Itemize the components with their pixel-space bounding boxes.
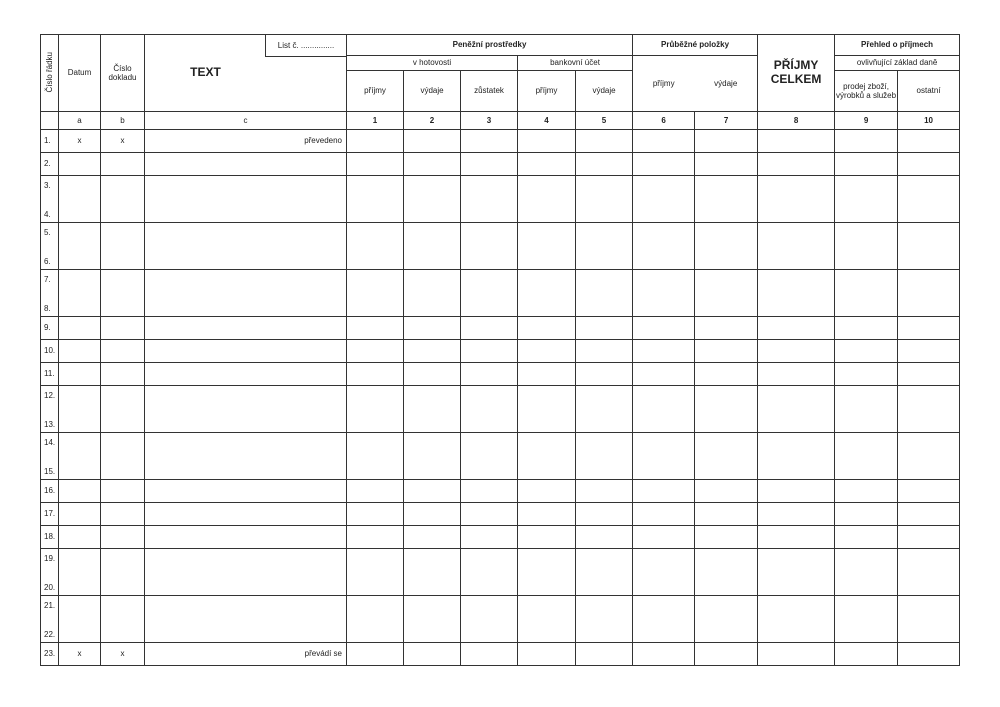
cash-balance-header: zůstatek bbox=[461, 71, 518, 112]
document-cell[interactable] bbox=[101, 526, 145, 549]
amount-cell[interactable] bbox=[898, 643, 960, 666]
amount-cell[interactable] bbox=[347, 153, 404, 176]
amount-cell[interactable] bbox=[518, 596, 576, 643]
amount-cell[interactable] bbox=[518, 223, 576, 270]
amount-cell[interactable] bbox=[633, 317, 695, 340]
column-code: 3 bbox=[461, 112, 518, 130]
amount-cell[interactable] bbox=[347, 480, 404, 503]
amount-cell[interactable] bbox=[347, 643, 404, 666]
amount-cell[interactable] bbox=[898, 270, 960, 317]
table-row bbox=[41, 549, 960, 596]
amount-cell[interactable] bbox=[404, 223, 461, 270]
amount-cell[interactable] bbox=[404, 317, 461, 340]
amount-cell[interactable] bbox=[898, 317, 960, 340]
row-number-pair: 3. 4. bbox=[41, 176, 59, 223]
document-cell[interactable] bbox=[101, 270, 145, 317]
amount-cell[interactable] bbox=[518, 433, 576, 480]
column-code: 8 bbox=[758, 112, 835, 130]
date-cell[interactable] bbox=[59, 386, 101, 433]
date-cell[interactable] bbox=[59, 153, 101, 176]
amount-cell[interactable] bbox=[758, 317, 835, 340]
amount-cell[interactable] bbox=[633, 340, 695, 363]
text-cell[interactable] bbox=[145, 317, 347, 340]
column-code: 5 bbox=[576, 112, 633, 130]
amount-cell[interactable] bbox=[576, 153, 633, 176]
amount-cell[interactable] bbox=[404, 363, 461, 386]
overview-subheader: ovlivňující základ daně bbox=[835, 56, 960, 71]
amount-cell[interactable] bbox=[404, 480, 461, 503]
bank-income-header: příjmy bbox=[518, 71, 576, 112]
amount-cell[interactable] bbox=[758, 596, 835, 643]
amount-cell[interactable] bbox=[835, 433, 898, 480]
amount-cell[interactable] bbox=[633, 643, 695, 666]
amount-cell[interactable] bbox=[695, 270, 758, 317]
table-row bbox=[41, 596, 960, 643]
amount-cell[interactable] bbox=[695, 480, 758, 503]
amount-cell[interactable] bbox=[695, 340, 758, 363]
amount-cell[interactable] bbox=[835, 549, 898, 596]
amount-cell[interactable] bbox=[835, 223, 898, 270]
amount-cell[interactable] bbox=[404, 130, 461, 153]
amount-cell[interactable] bbox=[898, 480, 960, 503]
row-number-header: Číslo řádku bbox=[41, 35, 59, 112]
amount-cell[interactable] bbox=[695, 223, 758, 270]
column-code: b bbox=[101, 112, 145, 130]
amount-cell[interactable] bbox=[347, 317, 404, 340]
date-cell[interactable] bbox=[59, 596, 101, 643]
row-number: 11. bbox=[41, 363, 59, 386]
amount-cell[interactable] bbox=[461, 363, 518, 386]
amount-cell[interactable] bbox=[695, 317, 758, 340]
date-cell[interactable] bbox=[59, 433, 101, 480]
table-row bbox=[41, 480, 960, 503]
amount-cell[interactable] bbox=[518, 270, 576, 317]
amount-cell[interactable] bbox=[758, 270, 835, 317]
amount-cell[interactable] bbox=[576, 223, 633, 270]
amount-cell[interactable] bbox=[758, 130, 835, 153]
amount-cell[interactable] bbox=[898, 433, 960, 480]
row-number: 10. bbox=[41, 340, 59, 363]
amount-cell[interactable] bbox=[518, 153, 576, 176]
bank-subheader: bankovní účet bbox=[518, 56, 633, 71]
amount-cell[interactable] bbox=[758, 363, 835, 386]
amount-cell[interactable] bbox=[633, 153, 695, 176]
amount-cell[interactable] bbox=[758, 176, 835, 223]
amount-cell[interactable] bbox=[518, 130, 576, 153]
amount-cell[interactable] bbox=[404, 596, 461, 643]
table-row bbox=[41, 130, 960, 153]
amount-cell[interactable] bbox=[835, 270, 898, 317]
amount-cell[interactable] bbox=[347, 363, 404, 386]
date-cell[interactable] bbox=[59, 176, 101, 223]
amount-cell[interactable] bbox=[633, 480, 695, 503]
amount-cell[interactable] bbox=[835, 643, 898, 666]
amount-cell[interactable] bbox=[347, 596, 404, 643]
sales-income-header: prodej zboží, výrobků a služeb bbox=[835, 71, 898, 112]
amount-cell[interactable] bbox=[461, 596, 518, 643]
amount-cell[interactable] bbox=[633, 363, 695, 386]
amount-cell[interactable] bbox=[461, 130, 518, 153]
amount-cell[interactable] bbox=[461, 386, 518, 433]
amount-cell[interactable] bbox=[758, 223, 835, 270]
amount-cell[interactable] bbox=[518, 549, 576, 596]
cash-income-header: příjmy bbox=[347, 71, 404, 112]
amount-cell[interactable] bbox=[576, 340, 633, 363]
amount-cell[interactable] bbox=[695, 596, 758, 643]
date-header: Datum bbox=[59, 35, 101, 112]
amount-cell[interactable] bbox=[404, 503, 461, 526]
date-cell[interactable] bbox=[59, 223, 101, 270]
amount-cell[interactable] bbox=[835, 340, 898, 363]
amount-cell[interactable] bbox=[898, 223, 960, 270]
amount-cell[interactable] bbox=[347, 340, 404, 363]
row-number: 23. bbox=[41, 643, 59, 666]
row-number-pair: 21. 22. bbox=[41, 596, 59, 643]
amount-cell[interactable] bbox=[695, 433, 758, 480]
document-cell[interactable] bbox=[101, 386, 145, 433]
table-row bbox=[41, 153, 960, 176]
amount-cell[interactable] bbox=[518, 317, 576, 340]
document-cell[interactable] bbox=[101, 549, 145, 596]
text-cell[interactable] bbox=[145, 433, 347, 480]
amount-cell[interactable] bbox=[576, 176, 633, 223]
column-code: 2 bbox=[404, 112, 461, 130]
document-cell: x bbox=[101, 643, 145, 666]
amount-cell[interactable] bbox=[576, 526, 633, 549]
amount-cell[interactable] bbox=[695, 363, 758, 386]
amount-cell[interactable] bbox=[633, 223, 695, 270]
amount-cell[interactable] bbox=[518, 643, 576, 666]
row-number-pair: 5. 6. bbox=[41, 223, 59, 270]
amount-cell[interactable] bbox=[576, 363, 633, 386]
amount-cell[interactable] bbox=[347, 433, 404, 480]
column-code: 10 bbox=[898, 112, 960, 130]
row-number: 16. bbox=[41, 480, 59, 503]
amount-cell[interactable] bbox=[347, 549, 404, 596]
document-cell[interactable] bbox=[101, 433, 145, 480]
amount-cell[interactable] bbox=[461, 526, 518, 549]
other-income-header: ostatní bbox=[898, 71, 960, 112]
amount-cell[interactable] bbox=[347, 130, 404, 153]
text-cell[interactable] bbox=[145, 526, 347, 549]
amount-cell[interactable] bbox=[835, 363, 898, 386]
amount-cell[interactable] bbox=[695, 549, 758, 596]
amount-cell[interactable] bbox=[898, 503, 960, 526]
date-cell[interactable] bbox=[59, 340, 101, 363]
date-cell[interactable] bbox=[59, 363, 101, 386]
amount-cell[interactable] bbox=[461, 643, 518, 666]
table-row bbox=[41, 363, 960, 386]
amount-cell[interactable] bbox=[461, 480, 518, 503]
table-row bbox=[41, 433, 960, 480]
document-cell[interactable] bbox=[101, 363, 145, 386]
amount-cell[interactable] bbox=[898, 363, 960, 386]
text-cell: převádí se bbox=[145, 643, 347, 666]
table-row bbox=[41, 223, 960, 270]
amount-cell[interactable] bbox=[633, 503, 695, 526]
column-code: 4 bbox=[518, 112, 576, 130]
document-cell[interactable] bbox=[101, 340, 145, 363]
row-number: 18. bbox=[41, 526, 59, 549]
amount-cell[interactable] bbox=[835, 480, 898, 503]
date-cell[interactable] bbox=[59, 480, 101, 503]
amount-cell[interactable] bbox=[576, 317, 633, 340]
amount-cell[interactable] bbox=[758, 386, 835, 433]
row-number: 9. bbox=[41, 317, 59, 340]
document-cell[interactable] bbox=[101, 596, 145, 643]
amount-cell[interactable] bbox=[576, 386, 633, 433]
amount-cell[interactable] bbox=[758, 503, 835, 526]
amount-cell[interactable] bbox=[404, 433, 461, 480]
transit-group-header: Průběžné položky bbox=[633, 35, 758, 56]
cash-subheader: v hotovosti bbox=[347, 56, 518, 71]
text-cell[interactable] bbox=[145, 340, 347, 363]
date-cell[interactable] bbox=[59, 317, 101, 340]
amount-cell[interactable] bbox=[576, 503, 633, 526]
amount-cell[interactable] bbox=[898, 176, 960, 223]
table-row bbox=[41, 176, 960, 223]
text-cell[interactable] bbox=[145, 549, 347, 596]
amount-cell[interactable] bbox=[404, 153, 461, 176]
transit-income-header: příjmy bbox=[652, 78, 675, 88]
amount-cell[interactable] bbox=[835, 176, 898, 223]
amount-cell[interactable] bbox=[518, 386, 576, 433]
amount-cell[interactable] bbox=[347, 176, 404, 223]
row-number: 2. bbox=[41, 153, 59, 176]
amount-cell[interactable] bbox=[461, 503, 518, 526]
text-cell[interactable] bbox=[145, 596, 347, 643]
list-number-field[interactable]: List č. ............... bbox=[265, 35, 346, 57]
date-cell[interactable] bbox=[59, 270, 101, 317]
table-row bbox=[41, 526, 960, 549]
amount-cell[interactable] bbox=[461, 223, 518, 270]
amount-cell[interactable] bbox=[461, 340, 518, 363]
row-number: 1. bbox=[41, 130, 59, 153]
amount-cell[interactable] bbox=[835, 503, 898, 526]
text-cell[interactable] bbox=[145, 270, 347, 317]
amount-cell[interactable] bbox=[518, 480, 576, 503]
amount-cell[interactable] bbox=[404, 270, 461, 317]
text-cell[interactable] bbox=[145, 176, 347, 223]
column-code: c bbox=[145, 112, 347, 130]
transit-expense-header: výdaje bbox=[714, 78, 738, 88]
row-number-pair: 12. 13. bbox=[41, 386, 59, 433]
amount-cell[interactable] bbox=[576, 549, 633, 596]
amount-cell[interactable] bbox=[835, 317, 898, 340]
text-cell[interactable] bbox=[145, 480, 347, 503]
amount-cell[interactable] bbox=[695, 153, 758, 176]
amount-cell[interactable] bbox=[633, 526, 695, 549]
amount-cell[interactable] bbox=[695, 130, 758, 153]
table-row bbox=[41, 317, 960, 340]
amount-cell[interactable] bbox=[898, 549, 960, 596]
document-cell: x bbox=[101, 130, 145, 153]
amount-cell[interactable] bbox=[347, 503, 404, 526]
amount-cell[interactable] bbox=[695, 503, 758, 526]
amount-cell[interactable] bbox=[758, 480, 835, 503]
amount-cell[interactable] bbox=[404, 549, 461, 596]
amount-cell[interactable] bbox=[633, 549, 695, 596]
cash-group-header: Peněžní prostředky bbox=[347, 35, 633, 56]
amount-cell[interactable] bbox=[347, 223, 404, 270]
document-cell[interactable] bbox=[101, 503, 145, 526]
overview-group-header: Přehled o příjmech bbox=[835, 35, 960, 56]
document-number-header: Číslo dokladu bbox=[101, 35, 145, 112]
document-cell[interactable] bbox=[101, 153, 145, 176]
amount-cell[interactable] bbox=[835, 130, 898, 153]
text-cell[interactable] bbox=[145, 363, 347, 386]
amount-cell[interactable] bbox=[518, 526, 576, 549]
row-number-pair: 14. 15. bbox=[41, 433, 59, 480]
amount-cell[interactable] bbox=[835, 386, 898, 433]
amount-cell[interactable] bbox=[898, 340, 960, 363]
amount-cell[interactable] bbox=[518, 503, 576, 526]
table-row bbox=[41, 643, 960, 666]
amount-cell[interactable] bbox=[758, 153, 835, 176]
column-code: 1 bbox=[347, 112, 404, 130]
date-cell[interactable] bbox=[59, 526, 101, 549]
document-cell[interactable] bbox=[101, 176, 145, 223]
table-row bbox=[41, 503, 960, 526]
amount-cell[interactable] bbox=[695, 643, 758, 666]
bank-expense-header: výdaje bbox=[576, 71, 633, 112]
amount-cell[interactable] bbox=[633, 270, 695, 317]
amount-cell[interactable] bbox=[633, 386, 695, 433]
amount-cell[interactable] bbox=[633, 596, 695, 643]
amount-cell[interactable] bbox=[404, 340, 461, 363]
amount-cell[interactable] bbox=[898, 526, 960, 549]
amount-cell[interactable] bbox=[695, 386, 758, 433]
amount-cell[interactable] bbox=[576, 643, 633, 666]
amount-cell[interactable] bbox=[758, 340, 835, 363]
amount-cell[interactable] bbox=[518, 363, 576, 386]
amount-cell[interactable] bbox=[461, 270, 518, 317]
amount-cell[interactable] bbox=[576, 433, 633, 480]
row-number-pair: 19. 20. bbox=[41, 549, 59, 596]
amount-cell[interactable] bbox=[633, 433, 695, 480]
amount-cell[interactable] bbox=[576, 596, 633, 643]
amount-cell[interactable] bbox=[758, 643, 835, 666]
amount-cell[interactable] bbox=[576, 480, 633, 503]
text-cell[interactable] bbox=[145, 223, 347, 270]
column-code: 6 bbox=[633, 112, 695, 130]
cash-expense-header: výdaje bbox=[404, 71, 461, 112]
amount-cell[interactable] bbox=[461, 433, 518, 480]
amount-cell[interactable] bbox=[898, 596, 960, 643]
text-header: TEXT List č. ............... bbox=[145, 35, 347, 112]
amount-cell[interactable] bbox=[898, 153, 960, 176]
amount-cell[interactable] bbox=[461, 549, 518, 596]
column-code: a bbox=[59, 112, 101, 130]
income-total-header: PŘÍJMY CELKEM bbox=[758, 35, 835, 112]
amount-cell[interactable] bbox=[347, 386, 404, 433]
amount-cell[interactable] bbox=[695, 176, 758, 223]
column-code-row bbox=[41, 112, 960, 130]
table-row bbox=[41, 270, 960, 317]
document-cell[interactable] bbox=[101, 480, 145, 503]
amount-cell[interactable] bbox=[633, 176, 695, 223]
amount-cell[interactable] bbox=[461, 176, 518, 223]
amount-cell[interactable] bbox=[518, 176, 576, 223]
amount-cell[interactable] bbox=[347, 526, 404, 549]
text-cell: převedeno bbox=[145, 130, 347, 153]
amount-cell[interactable] bbox=[758, 526, 835, 549]
amount-cell[interactable] bbox=[461, 317, 518, 340]
amount-cell[interactable] bbox=[835, 153, 898, 176]
amount-cell[interactable] bbox=[695, 526, 758, 549]
row-number: 17. bbox=[41, 503, 59, 526]
amount-cell[interactable] bbox=[835, 596, 898, 643]
ledger-table bbox=[40, 34, 960, 666]
amount-cell[interactable] bbox=[835, 526, 898, 549]
amount-cell[interactable] bbox=[898, 386, 960, 433]
amount-cell[interactable] bbox=[758, 549, 835, 596]
amount-cell[interactable] bbox=[633, 130, 695, 153]
amount-cell[interactable] bbox=[758, 433, 835, 480]
document-cell[interactable] bbox=[101, 317, 145, 340]
amount-cell[interactable] bbox=[898, 130, 960, 153]
amount-cell[interactable] bbox=[404, 643, 461, 666]
amount-cell[interactable] bbox=[404, 386, 461, 433]
date-cell[interactable] bbox=[59, 503, 101, 526]
amount-cell[interactable] bbox=[518, 340, 576, 363]
table-row bbox=[41, 386, 960, 433]
table-row bbox=[41, 340, 960, 363]
amount-cell[interactable] bbox=[461, 153, 518, 176]
amount-cell[interactable] bbox=[576, 130, 633, 153]
text-cell[interactable] bbox=[145, 386, 347, 433]
text-cell[interactable] bbox=[145, 153, 347, 176]
column-code: 9 bbox=[835, 112, 898, 130]
amount-cell[interactable] bbox=[404, 526, 461, 549]
amount-cell[interactable] bbox=[347, 270, 404, 317]
column-code: 7 bbox=[695, 112, 758, 130]
text-cell[interactable] bbox=[145, 503, 347, 526]
amount-cell[interactable] bbox=[576, 270, 633, 317]
date-cell: x bbox=[59, 130, 101, 153]
row-number-pair: 7. 8. bbox=[41, 270, 59, 317]
document-cell[interactable] bbox=[101, 223, 145, 270]
date-cell[interactable] bbox=[59, 549, 101, 596]
date-cell: x bbox=[59, 643, 101, 666]
amount-cell[interactable] bbox=[404, 176, 461, 223]
